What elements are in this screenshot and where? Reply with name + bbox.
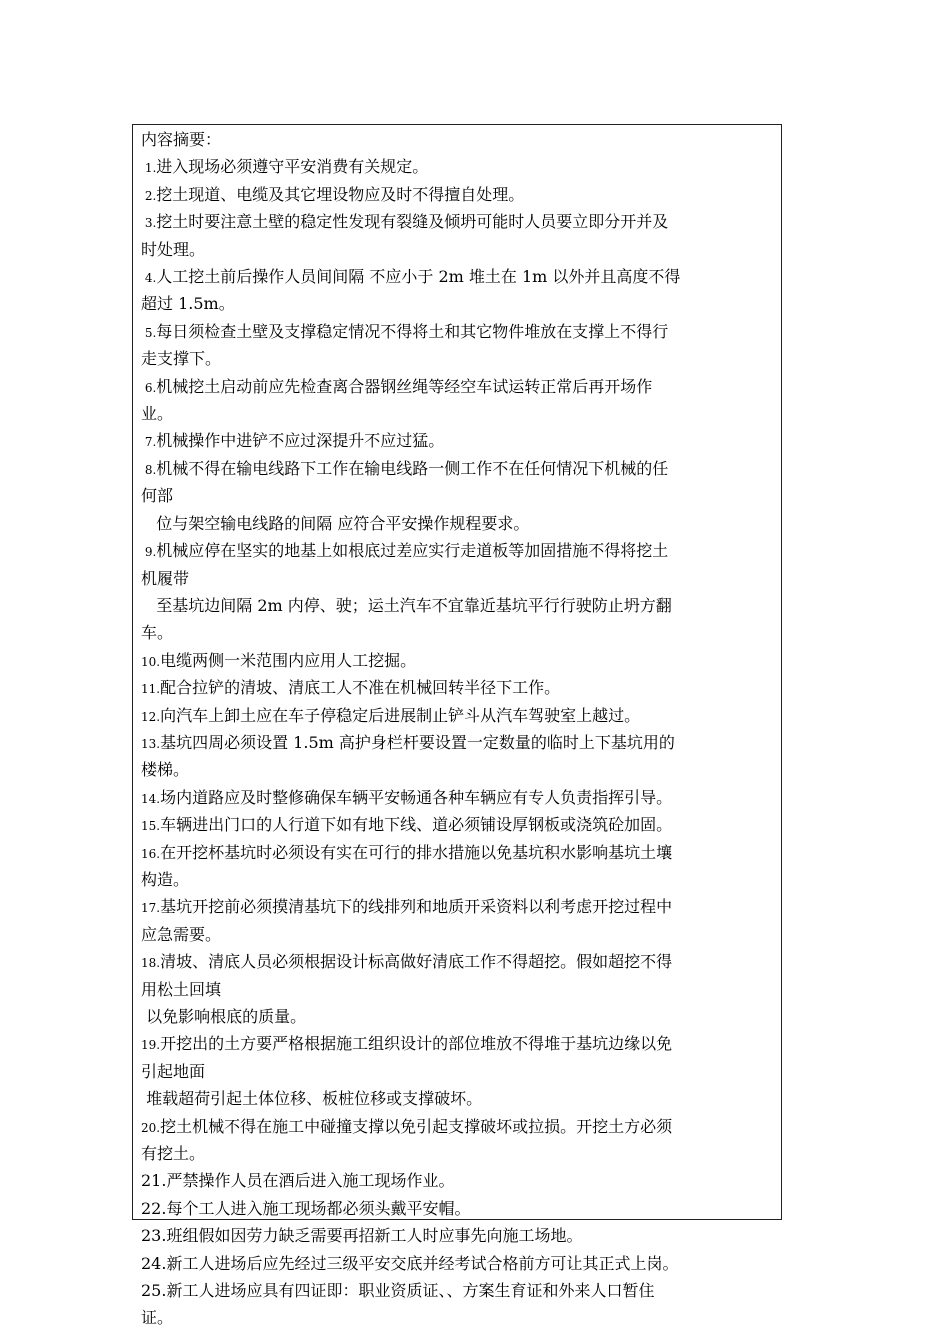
line-text: 进入现场必须遵守平安消费有关规定。 [156,157,429,177]
text-line [141,291,771,318]
line-text: 21.严禁操作人员在酒后进入施工现场作业。 [141,1171,455,1191]
text-line [141,785,771,812]
item-number: 14. [141,791,161,806]
line-text: 每日须检查土壁及支撑稳定情况不得将土和其它物件堆放在支撑上不得行 [156,321,669,341]
text-line [141,593,771,620]
text-line [141,757,771,784]
line-text: 时处理。 [141,239,206,259]
line-text: 在开挖杯基坑时必须设有实在可行的排水措施以免基坑积水影响基坑土壤 [160,842,673,862]
line-text: 用松土回填 [141,979,222,999]
item-number: 16. [141,846,161,861]
line-text: 机履带 [141,568,190,588]
item-number: 12. [141,709,161,724]
text-line [141,1031,771,1058]
item-number: 8. [141,462,157,477]
item-number: 9. [141,545,157,560]
text-line [141,675,771,702]
text-line [141,401,771,428]
summary-heading [141,127,771,154]
line-text: 位与架空输电线路的间隔 应符合平安操作规程要求。 [141,513,530,533]
item-number: 11. [141,682,161,697]
item-number: 5. [141,325,157,340]
line-text: 内容摘要： [141,130,222,149]
line-text: 车。 [141,623,174,643]
text-line [141,840,771,867]
line-text: 有挖土。 [141,1144,206,1164]
line-text: 何部 [141,486,174,506]
line-text: 机械挖土启动前应先检查离合器钢丝绳等经空车试运转正常后再开场作 [156,376,653,396]
text-line [141,949,771,976]
text-line [141,1086,771,1113]
text-line [141,812,771,839]
item-number: 20. [141,1120,161,1135]
text-line [141,1168,771,1195]
text-line [141,894,771,921]
line-text: 24.新工人进场后应先经过三级平安交底并经考试合格前方可让其正式上岗。 [141,1253,679,1273]
text-line [141,703,771,730]
line-text: 电缆两侧一米范围内应用人工挖掘。 [160,650,417,670]
line-text: 机械应停在坚实的地基上如根底过差应实行走道板等加固措施不得将挖土 [156,541,669,561]
text-line [141,264,771,291]
line-text: 25.新工人进场应具有四证即：职业资质证、、方案生育证和外来人口暂住 [141,1281,655,1301]
text-line [141,511,771,538]
line-text: 配合拉铲的清坡、清底工人不准在机械回转半径下工作。 [160,678,561,698]
text-line [141,1059,771,1086]
item-number: 2. [141,188,157,203]
text-line [141,456,771,483]
line-text: 基坑开挖前必须摸清基坑下的线排列和地质开采资料以利考虑开挖过程中 [160,897,673,917]
text-line [141,977,771,1004]
item-number: 3. [141,216,157,231]
line-text: 证。 [141,1308,174,1328]
line-text: 至基坑边间隔 2m 内停、驶；运土汽车不宜靠近基坑平行行驶防止坍方翻 [141,595,672,615]
text-line [141,209,771,236]
line-text: 应急需要。 [141,924,222,944]
text-line [141,237,771,264]
text-line [141,1196,771,1223]
text-line [141,922,771,949]
item-number: 7. [141,435,157,450]
line-text: 楼梯。 [141,760,190,780]
item-number: 13. [141,736,161,751]
item-number: 10. [141,654,161,669]
text-line [141,620,771,647]
line-text: 22.每个工人进入施工现场都必须头戴平安帽。 [141,1198,471,1218]
line-text: 机械操作中进铲不应过深提升不应过猛。 [156,431,445,451]
text-line [141,867,771,894]
text-line [141,374,771,401]
item-number: 6. [141,380,157,395]
text-line [141,1114,771,1141]
text-line [141,1141,771,1168]
item-number: 18. [141,956,161,971]
line-text: 开挖出的土方要严格根据施工组织设计的部位堆放不得堆于基坑边缘以免 [160,1034,673,1054]
line-text: 堆载超荷引起土体位移、板桩位移或支撑破坏。 [141,1089,483,1109]
line-text: 挖土机械不得在施工中碰撞支撑以免引起支撑破坏或拉损。开挖土方必须 [160,1116,673,1136]
text-line [141,319,771,346]
text-line [141,1004,771,1031]
text-line [141,154,771,181]
line-text: 引起地面 [141,1061,206,1081]
text-line [141,1278,771,1305]
text-line [141,1305,771,1332]
line-text: 以免影响根底的质量。 [141,1007,307,1026]
line-text: 车辆进出门口的人行道下如有地下线、道必须铺设厚钢板或浇筑砼加固。 [160,815,673,835]
text-line [141,1223,771,1250]
line-text: 基坑四周必须设置 1.5m 高护身栏杆要设置一定数量的临时上下基坑用的 [160,732,675,752]
line-text: 23.班组假如因劳力缺乏需要再招新工人时应事先向施工场地。 [141,1226,583,1246]
text-line [141,730,771,757]
item-number: 15. [141,819,161,834]
text-line [141,346,771,373]
text-line [141,182,771,209]
text-line [141,538,771,565]
item-number: 17. [141,901,161,916]
line-text: 走支撑下。 [141,349,222,369]
line-text: 挖土现道、电缆及其它埋设物应及时不得擅自处理。 [156,184,525,204]
line-text: 场内道路应及时整修确保车辆平安畅通各种车辆应有专人负责指挥引导。 [160,787,673,807]
line-text: 清坡、清底人员必须根据设计标高做好清底工作不得超挖。假如超挖不得 [160,952,673,972]
line-text: 机械不得在输电线路下工作在输电线路一侧工作不在任何情况下机械的任 [156,458,669,478]
text-line [141,428,771,455]
text-line [141,566,771,593]
item-number: 19. [141,1038,161,1053]
text-line [141,483,771,510]
text-line [141,1251,771,1278]
line-text: 超过 1.5m。 [141,294,235,314]
content-summary-box [132,124,782,1328]
line-text: 构造。 [141,869,190,889]
item-number: 1. [141,161,157,176]
line-text: 人工挖土前后操作人员间间隔 不应小于 2m 堆土在 1m 以外并且高度不得 [156,267,681,287]
line-text: 业。 [141,404,174,424]
line-text: 向汽车上卸土应在车子停稳定后进展制止铲斗从汽车驾驶室上越过。 [160,705,641,725]
line-text: 挖土时要注意土壁的稳定性发现有裂缝及倾坍可能时人员要立即分开并及 [156,212,669,232]
text-line [141,648,771,675]
item-number: 4. [141,271,157,286]
